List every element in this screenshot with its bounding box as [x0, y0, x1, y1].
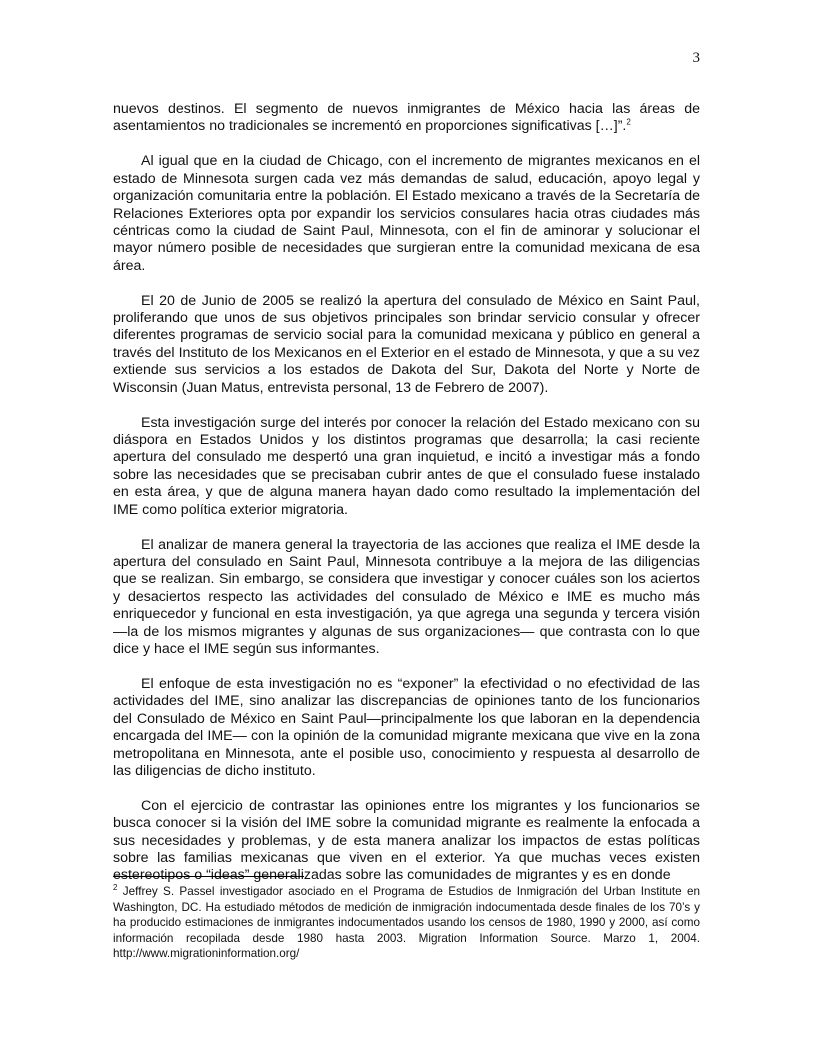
footnote-reference: 2: [626, 117, 631, 127]
paragraph-5: El analizar de manera general la trayectoria de las acciones que realiza el IME desde la apertura del consulado en Saint Paul, Minnesota contribuye a la mejora de las diligencias que se realizan. Sin embargo, se considera que investigar y conocer cuáles son los aciertos y desaciertos respecto las actividades del consulado de México e IME es mucho más enriquecedor y funcional en esta investigación, ya que agrega una segunda y tercera visión —la de los mismos migrantes y algunas de sus organizaciones— que contrasta con lo que dice y hace el IME según sus informantes.: [113, 536, 700, 657]
paragraph-1: [113, 101, 700, 136]
paragraph-2: Al igual que en la ciudad de Chicago, con el incremento de migrantes mexicanos en el estado de Minnesota surgen cada vez más demandas de salud, educación, apoyo legal y organización comunitaria entre la población. El Estado mexicano a través de la Secretaría de Relaciones Exteriores opta por expandir los servicios consulares hacia otras ciudades más céntricas como la ciudad de Saint Paul, Minnesota, con el fin de aminorar y solucionar el mayor número posible de necesidades que surgieran entre la comunidad mexicana de esa área.: [113, 153, 700, 274]
footnote: [113, 884, 700, 962]
body-text: [113, 101, 700, 902]
paragraph-3: El 20 de Junio de 2005 se realizó la apertura del consulado de México en Saint Paul, proliferando que unos de sus objetivos principales son brindar servicio consular y ofrecer diferentes programas de servicio social para la comunidad mexicana y público en general a través del Instituto de los Mexicanos en el Exterior en el estado de Minnesota, y que a su vez extiende sus servicios a los estados de Dakota del Sur, Dakota del Norte y Norte de Wisconsin (Juan Matus, entrevista personal, 13 de Febrero de 2007).: [113, 292, 700, 396]
paragraph-6: El enfoque de esta investigación no es “exponer” la efectividad o no efectividad de las actividades del IME, sino analizar las discrepancias de opiniones tanto de los funcionarios del Consulado de México en Saint Paul—principalmente los que laboran en la dependencia encargada del IME— con la opinión de la comunidad migrante mexicana que vive en la zona metropolitana en Minnesota, ante el posible uso, conocimiento y respuesta al desarrollo de las diligencias de dicho instituto.: [113, 675, 700, 779]
footnote-divider: [113, 876, 304, 877]
paragraph-1-text: nuevos destinos. El segmento de nuevos inmigrantes de México hacia las áreas de asentamientos no tradicionales se incrementó en proporciones significativas […]”.: [113, 101, 700, 135]
footnote-mark: 2: [113, 883, 118, 893]
paragraph-4: Esta investigación surge del interés por conocer la relación del Estado mexicano con su diáspora en Estados Unidos y los distintos programas que desarrolla; la casi reciente apertura del consulado me despertó una gran inquietud, e incitó a investigar más a fondo sobre las necesidades que se precisaban cubrir antes de que el consulado fuese instalado en esta área, y que de alguna manera hayan dado como resultado la implementación del IME como política exterior migratoria.: [113, 414, 700, 518]
paragraph-7: Con el ejercicio de contrastar las opiniones entre los migrantes y los funcionarios se busca conocer si la visión del IME sobre la comunidad migrante es realmente la enfocada a sus necesidades y problemas, y de esta manera analizar los impactos de estas políticas sobre las familias mexicanas que viven en el exterior. Ya que muchas veces existen estereotipos o “ideas” generalizadas sobre las comunidades de migrantes y es en donde: [113, 797, 700, 884]
footnote-text: Jeffrey S. Passel investigador asociado en el Programa de Estudios de Inmigración del Urban Institute en Washington, DC. Ha estudiado métodos de medición de inmigración indocumentada desde finales de los 70’s y ha producido estimaciones de inmigrantes indocumentados usando los censos de 1980, 1990 y 2000, así como información recopilada desde 1980 hasta 2003. Migration Information Source. Marzo 1, 2004. http://www.migrationinformation.org/: [113, 885, 700, 961]
page-number: 3: [692, 50, 700, 66]
